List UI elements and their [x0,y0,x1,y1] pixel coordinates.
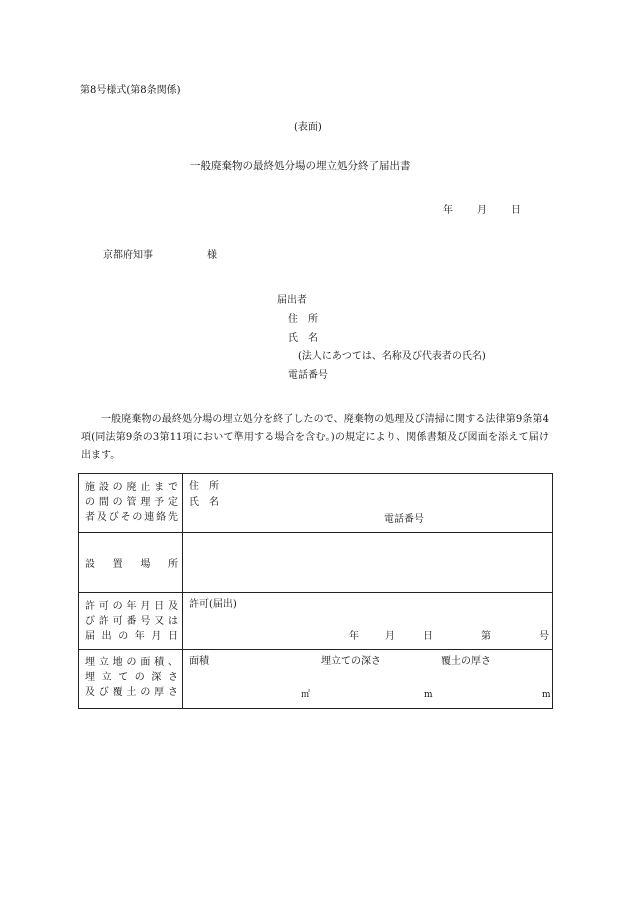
manager-address-label: 住 所 [189,481,219,492]
manager-label-line: 施設の廃止まで [85,482,178,493]
addressee-name: 京都府知事 [103,250,153,261]
landfill-area-label: 面積 [189,656,209,667]
permit-day: 日 [423,631,433,642]
location-value-cell[interactable] [183,533,553,593]
form-side-label: (表面) [294,122,322,133]
landfill-area-unit: ㎡ [301,690,311,700]
notification-table [78,473,553,709]
manager-phone-label: 電話番号 [384,514,424,525]
manager-name-label: 氏 名 [189,497,219,508]
location-label-cell [79,533,183,593]
notifier-address-label: 住 所 [288,314,318,325]
permit-number-suffix: 号 [539,631,549,642]
notifier-phone-label: 電話番号 [288,370,328,381]
landfill-label-cell [79,650,183,709]
table-row-permit [79,593,553,650]
body-paragraph: 一般廃棄物の最終処分場の埋立処分を終了したので、廃棄物の処理及び清掃に関する法律第9条第4項(同法第9条の3第11項において準用する場合を含む。)の規定により、関係書類及び図面を添えて届け出ます。 [81,414,549,461]
permit-label-line: 届出の年月日 [85,631,178,642]
landfill-value-cell [183,650,553,709]
table-row-location [79,533,553,593]
permit-value-cell [183,593,553,650]
table-row-landfill [79,650,553,709]
permit-label-cell [79,593,183,650]
date-month: 月 [477,205,487,216]
landfill-label [85,655,178,700]
notifier-name-label: 氏 名 [288,333,318,344]
permit-label [85,599,178,644]
permit-label-line: び許可番号又は [85,616,178,627]
document-title: 一般廃棄物の最終処分場の埋立処分終了届出書 [190,160,411,172]
permit-month: 月 [385,631,395,642]
landfill-cover-label: 覆土の厚さ [441,656,491,667]
date-year: 年 [443,205,453,216]
landfill-label-line: 及び覆土の厚さ [85,687,178,698]
location-label-text: 設 置 場 所 [85,559,178,570]
permit-label-line: 許可の年月日及 [85,601,178,612]
landfill-depth-unit: m [424,690,433,700]
manager-label-line: 者及びその連絡先 [85,512,178,523]
addressee-honorific: 様 [207,250,217,261]
table-row-manager [79,474,553,533]
notifier-heading: 届出者 [277,295,307,306]
location-label [85,557,178,572]
landfill-label-line: 埋立ての深さ [85,672,178,683]
permit-number-prefix: 第 [481,631,491,642]
notifier-corporate-note: (法人にあつては、名称及び代表者の氏名) [298,351,486,362]
landfill-label-line: 埋立地の面積、 [85,657,178,668]
manager-label-cell [79,474,183,533]
landfill-depth-label: 埋立ての深さ [321,656,381,667]
manager-label [85,480,178,525]
manager-label-line: の間の管理予定 [85,497,178,508]
permit-year: 年 [349,631,359,642]
date-day: 日 [511,205,521,216]
manager-value-cell [183,474,553,533]
form-number: 第8号様式(第8条関係) [80,85,181,96]
permit-type-label: 許可(届出) [189,599,237,610]
landfill-cover-unit: m [542,690,551,700]
